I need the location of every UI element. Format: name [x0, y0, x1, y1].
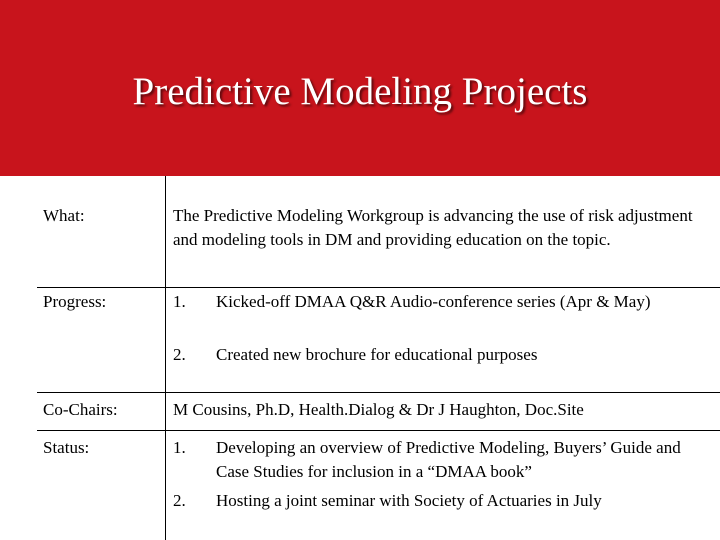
row-label-co-chairs: Co-Chairs:: [43, 400, 118, 419]
slide-title: Predictive Modeling Projects: [132, 70, 588, 113]
progress-item-2-text: Created new brochure for educational purposes: [216, 345, 538, 364]
project-table: [0, 176, 720, 540]
row-label-progress: Progress:: [43, 292, 107, 311]
row-label-status: Status:: [43, 438, 90, 457]
status-item-2-text: Hosting a joint seminar with Society of Actuaries in July: [216, 491, 602, 510]
row-text-co-chairs: M Cousins, Ph.D, Health.Dialog & Dr J Haughton, Doc.Site: [173, 400, 584, 419]
column-divider: [165, 176, 166, 540]
row-divider: [37, 430, 720, 431]
progress-item-1-number: 1.: [173, 292, 186, 311]
status-item-2-number: 2.: [173, 491, 186, 510]
status-item-1-text: Developing an overview of Predictive Modeling, Buyers’ Guide and Case Studies for inclusion in a “DMAA book”: [216, 438, 681, 481]
row-divider: [37, 287, 720, 288]
progress-item-2-number: 2.: [173, 345, 186, 364]
row-text-what: The Predictive Modeling Workgroup is advancing the use of risk adjustment and modeling tools in DM and providing education on the topic.: [173, 206, 693, 249]
title-banner: [0, 0, 720, 176]
status-item-1-number: 1.: [173, 438, 186, 457]
progress-item-1-text: Kicked-off DMAA Q&R Audio-conference series (Apr & May): [216, 292, 651, 311]
row-divider: [37, 392, 720, 393]
row-label-what: What:: [43, 206, 85, 225]
